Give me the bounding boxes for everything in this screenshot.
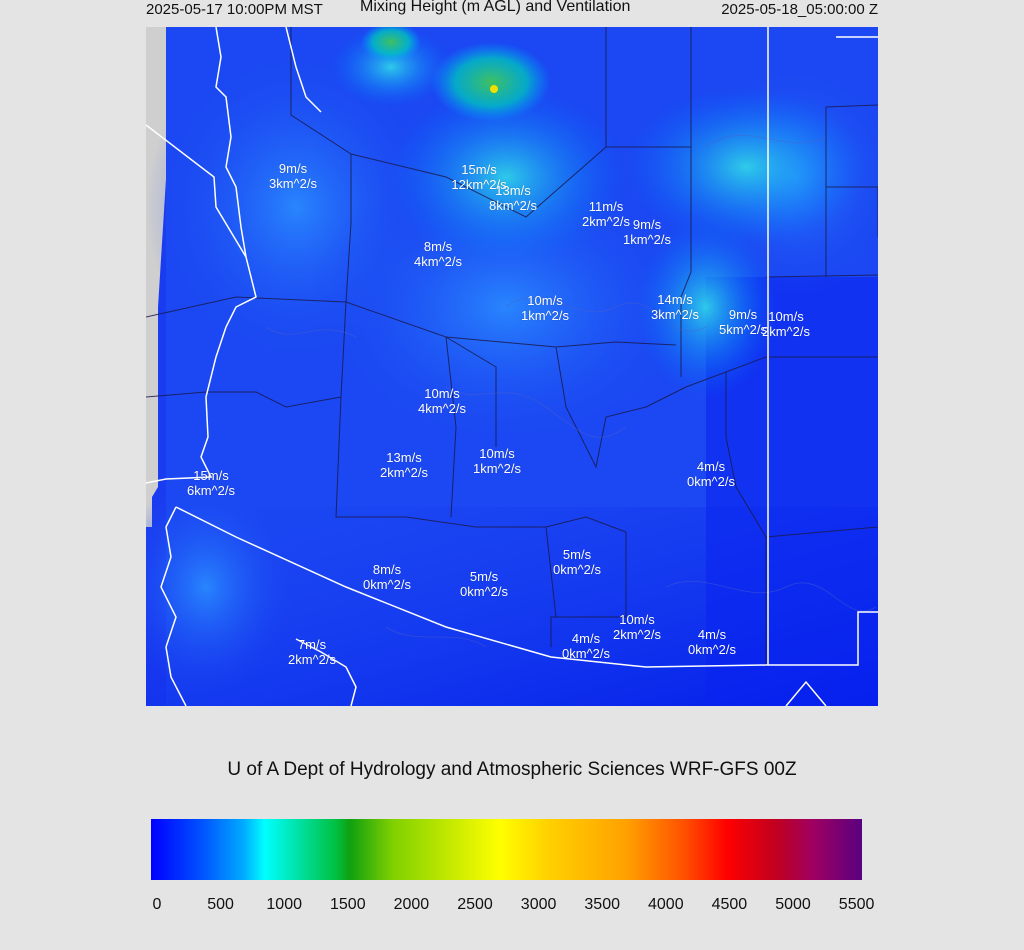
map-title: Mixing Height (m AGL) and Ventilation — [360, 0, 631, 15]
ventilation-label — [489, 183, 537, 213]
green-patch — [431, 42, 551, 122]
ventilation-text: 0km^2/s — [686, 474, 736, 489]
colorbar-tick-label: 5500 — [838, 896, 875, 913]
valid-time-local: 2025-05-17 10:00PM MST — [146, 1, 323, 18]
wind-speed-text: 9m/s — [728, 307, 758, 322]
colorbar-tick-label: 0 — [152, 896, 162, 913]
ventilation-label — [288, 637, 336, 667]
yellow-spot — [490, 85, 498, 93]
ventilation-text: 4km^2/s — [413, 254, 463, 269]
wind-speed-text: 5m/s — [562, 547, 592, 562]
colorbar-tick-label: 3000 — [520, 896, 557, 913]
ventilation-label — [187, 468, 235, 498]
ventilation-label — [719, 307, 767, 337]
ventilation-label — [473, 446, 521, 476]
ventilation-text: 1km^2/s — [520, 308, 570, 323]
wind-speed-text: 10m/s — [479, 446, 515, 461]
wind-speed-text: 4m/s — [571, 631, 601, 646]
wind-speed-text: 13m/s — [495, 183, 531, 198]
ventilation-text: 2km^2/s — [581, 214, 631, 229]
ventilation-text: 3km^2/s — [650, 307, 700, 322]
ventilation-text: 0km^2/s — [552, 562, 602, 577]
ventilation-label — [269, 161, 317, 191]
ventilation-label — [623, 217, 671, 247]
wind-speed-text: 10m/s — [619, 612, 655, 627]
ventilation-label — [521, 293, 569, 323]
ventilation-label — [418, 386, 466, 416]
colorbar-ticks — [0, 896, 1024, 916]
ventilation-label — [651, 292, 699, 322]
ventilation-label — [562, 631, 610, 661]
map-field — [146, 27, 878, 706]
wind-speed-text: 15m/s — [461, 162, 497, 177]
ventilation-text: 2km^2/s — [612, 627, 662, 642]
wind-speed-text: 10m/s — [527, 293, 563, 308]
ventilation-text: 8km^2/s — [488, 198, 538, 213]
valid-time-utc: 2025-05-18_05:00:00 Z — [721, 1, 878, 18]
wind-speed-text: 5m/s — [469, 569, 499, 584]
ventilation-text: 1km^2/s — [472, 461, 522, 476]
ventilation-text: 3km^2/s — [268, 176, 318, 191]
wind-speed-text: 10m/s — [424, 386, 460, 401]
colorbar-tick-label: 1000 — [266, 896, 302, 913]
wind-speed-text: 9m/s — [278, 161, 308, 176]
wind-speed-text: 9m/s — [632, 217, 662, 232]
ventilation-text: 2km^2/s — [761, 324, 811, 339]
model-credit: U of A Dept of Hydrology and Atmospheric Sciences WRF-GFS 00Z — [227, 759, 797, 780]
ventilation-text: 1km^2/s — [622, 232, 672, 247]
wind-speed-text: 10m/s — [768, 309, 804, 324]
ventilation-label — [380, 450, 428, 480]
wind-speed-text: 13m/s — [386, 450, 422, 465]
ventilation-text: 0km^2/s — [561, 646, 611, 661]
wind-speed-text: 14m/s — [657, 292, 693, 307]
ventilation-text: 0km^2/s — [687, 642, 737, 657]
wind-speed-text: 4m/s — [697, 627, 727, 642]
ventilation-label — [414, 239, 462, 269]
ventilation-label — [688, 627, 736, 657]
colorbar-tick-label: 4500 — [711, 896, 748, 913]
ventilation-text: 2km^2/s — [379, 465, 429, 480]
mixing-height-map — [146, 27, 878, 706]
colorbar-tick-label: 1500 — [330, 896, 366, 913]
colorbar-tick-label: 3500 — [584, 896, 620, 913]
wind-speed-text: 15m/s — [193, 468, 229, 483]
ventilation-label — [460, 569, 508, 599]
ventilation-label — [613, 612, 661, 642]
wind-speed-text: 7m/s — [297, 637, 327, 652]
wind-speed-text: 8m/s — [423, 239, 453, 254]
wind-speed-text: 8m/s — [372, 562, 402, 577]
ventilation-label — [762, 309, 810, 339]
colorbar-tick-label: 4000 — [648, 896, 684, 913]
ventilation-label — [553, 547, 601, 577]
ventilation-text: 0km^2/s — [459, 584, 509, 599]
wind-speed-text: 4m/s — [696, 459, 726, 474]
ventilation-text: 2km^2/s — [287, 652, 337, 667]
colorbar-tick-label: 500 — [207, 896, 234, 913]
ventilation-label — [363, 562, 411, 592]
colorbar-tick-label: 2000 — [393, 896, 430, 913]
ventilation-text: 5km^2/s — [718, 322, 768, 337]
ventilation-text: 12km^2/s — [451, 177, 507, 192]
ventilation-text: 4km^2/s — [417, 401, 467, 416]
ventilation-text: 0km^2/s — [362, 577, 412, 592]
ventilation-label — [687, 459, 735, 489]
colorbar-tick-label: 2500 — [457, 896, 493, 913]
wind-speed-text: 11m/s — [588, 199, 624, 214]
mixing-height-colorbar — [151, 819, 862, 880]
ventilation-text: 6km^2/s — [186, 483, 236, 498]
colorbar-tick-label: 5000 — [775, 896, 811, 913]
